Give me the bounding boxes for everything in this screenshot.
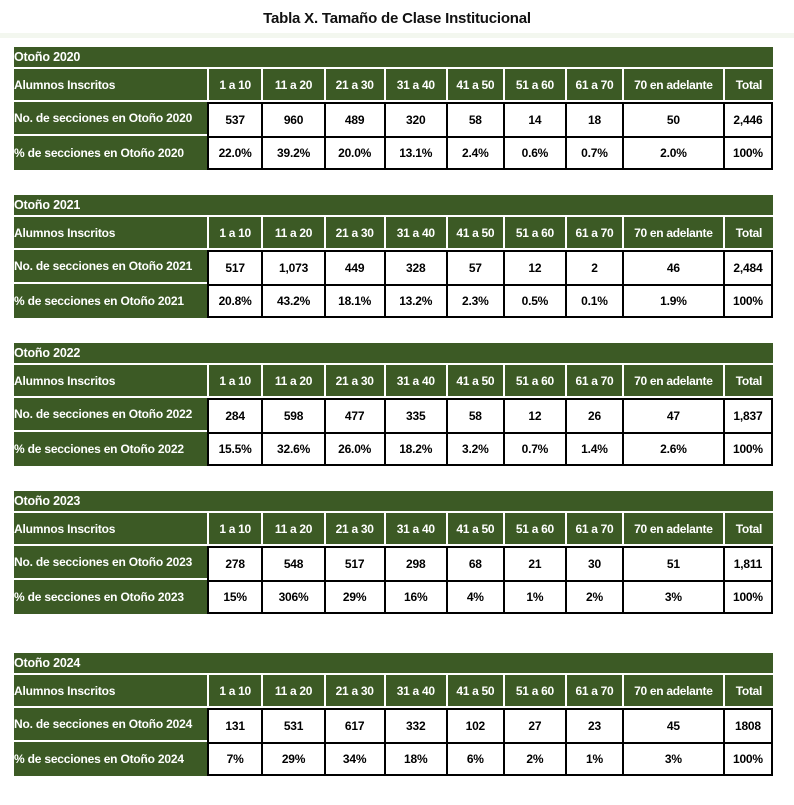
table-row [14, 136, 773, 170]
data-cell: 548 [261, 546, 323, 580]
data-cell: 2% [565, 580, 622, 614]
column-header: 51 a 60 [503, 675, 565, 708]
data-cell: 0.7% [503, 432, 565, 466]
data-cell: 32.6% [261, 432, 323, 466]
data-cell: 51 [622, 546, 723, 580]
year-table-block [14, 653, 794, 776]
data-cell: 7% [207, 742, 262, 776]
data-cell: 100% [723, 284, 773, 318]
column-header: 11 a 20 [261, 675, 323, 708]
year-band-label: Otoño 2024 [14, 653, 773, 675]
corner-header: Alumnos Inscritos [14, 69, 207, 102]
row-label: No. de secciones en Otoño 2023 [14, 546, 207, 580]
data-cell: 960 [261, 102, 323, 136]
column-header: 61 a 70 [565, 69, 622, 102]
data-cell: 598 [261, 398, 323, 432]
column-header: 11 a 20 [261, 365, 323, 398]
data-cell: 18% [384, 742, 446, 776]
row-label: % de secciones en Otoño 2021 [14, 284, 207, 318]
year-table-block [14, 491, 794, 614]
column-header: 61 a 70 [565, 217, 622, 250]
data-cell: 0.5% [503, 284, 565, 318]
table-body [14, 250, 773, 318]
table-row [14, 546, 773, 580]
year-table-block [14, 47, 794, 170]
year-band-row [14, 653, 773, 675]
column-header: 21 a 30 [324, 217, 384, 250]
column-header: 41 a 50 [446, 365, 503, 398]
data-cell: 1.4% [565, 432, 622, 466]
data-cell: 617 [324, 708, 384, 742]
data-cell: 26.0% [324, 432, 384, 466]
column-header: 41 a 50 [446, 513, 503, 546]
data-cell: 12 [503, 398, 565, 432]
column-header: 70 en adelante [622, 69, 723, 102]
year-band-label: Otoño 2021 [14, 195, 773, 217]
columns-row [14, 513, 773, 546]
data-cell: 26 [565, 398, 622, 432]
column-header: 21 a 30 [324, 365, 384, 398]
data-cell: 20.8% [207, 284, 262, 318]
year-band-row [14, 343, 773, 365]
column-header: Total [723, 365, 773, 398]
data-cell: 284 [207, 398, 262, 432]
data-cell: 12 [503, 250, 565, 284]
data-cell: 1,811 [723, 546, 773, 580]
data-cell: 298 [384, 546, 446, 580]
data-cell: 29% [261, 742, 323, 776]
tables-container [0, 38, 794, 788]
data-cell: 531 [261, 708, 323, 742]
data-cell: 100% [723, 580, 773, 614]
data-cell: 43.2% [261, 284, 323, 318]
column-header: 11 a 20 [261, 69, 323, 102]
column-header: 51 a 60 [503, 69, 565, 102]
column-header: 41 a 50 [446, 69, 503, 102]
data-cell: 102 [446, 708, 503, 742]
data-cell: 332 [384, 708, 446, 742]
data-cell: 29% [324, 580, 384, 614]
data-cell: 2.3% [446, 284, 503, 318]
row-label: % de secciones en Otoño 2020 [14, 136, 207, 170]
column-header: Total [723, 69, 773, 102]
column-header: 70 en adelante [622, 513, 723, 546]
data-cell: 0.1% [565, 284, 622, 318]
data-cell: 2% [503, 742, 565, 776]
data-cell: 320 [384, 102, 446, 136]
data-cell: 4% [446, 580, 503, 614]
row-label: No. de secciones en Otoño 2020 [14, 102, 207, 136]
data-cell: 6% [446, 742, 503, 776]
data-cell: 3% [622, 742, 723, 776]
class-size-table [14, 195, 773, 318]
data-cell: 1% [503, 580, 565, 614]
table-row [14, 742, 773, 776]
year-band-label: Otoño 2023 [14, 491, 773, 513]
column-header: 51 a 60 [503, 513, 565, 546]
column-header: 31 a 40 [384, 69, 446, 102]
data-cell: 14 [503, 102, 565, 136]
data-cell: 100% [723, 742, 773, 776]
class-size-table [14, 47, 773, 170]
column-header: 31 a 40 [384, 365, 446, 398]
data-cell: 22.0% [207, 136, 262, 170]
data-cell: 1,073 [261, 250, 323, 284]
data-cell: 20.0% [324, 136, 384, 170]
data-cell: 449 [324, 250, 384, 284]
column-header: 21 a 30 [324, 675, 384, 708]
year-band-row [14, 491, 773, 513]
data-cell: 278 [207, 546, 262, 580]
data-cell: 58 [446, 398, 503, 432]
column-header: 61 a 70 [565, 513, 622, 546]
data-cell: 517 [207, 250, 262, 284]
data-cell: 100% [723, 136, 773, 170]
data-cell: 335 [384, 398, 446, 432]
column-header: 1 a 10 [207, 69, 262, 102]
class-size-table [14, 653, 773, 776]
column-header: 61 a 70 [565, 365, 622, 398]
table-row [14, 250, 773, 284]
column-header: 51 a 60 [503, 217, 565, 250]
row-label: % de secciones en Otoño 2022 [14, 432, 207, 466]
column-header: 21 a 30 [324, 69, 384, 102]
table-row [14, 580, 773, 614]
column-header: Total [723, 217, 773, 250]
data-cell: 15% [207, 580, 262, 614]
data-cell: 0.6% [503, 136, 565, 170]
data-cell: 2,446 [723, 102, 773, 136]
data-cell: 15.5% [207, 432, 262, 466]
class-size-table [14, 491, 773, 614]
column-header: 70 en adelante [622, 675, 723, 708]
column-header: 1 a 10 [207, 217, 262, 250]
year-band-label: Otoño 2020 [14, 47, 773, 69]
data-cell: 50 [622, 102, 723, 136]
column-header: Total [723, 675, 773, 708]
data-cell: 2.6% [622, 432, 723, 466]
column-header: 1 a 10 [207, 513, 262, 546]
table-body [14, 708, 773, 776]
data-cell: 57 [446, 250, 503, 284]
year-table-block [14, 343, 794, 466]
data-cell: 100% [723, 432, 773, 466]
row-label: No. de secciones en Otoño 2024 [14, 708, 207, 742]
column-header: 11 a 20 [261, 513, 323, 546]
column-header: 31 a 40 [384, 217, 446, 250]
column-header: Total [723, 513, 773, 546]
row-label: % de secciones en Otoño 2023 [14, 580, 207, 614]
data-cell: 1808 [723, 708, 773, 742]
data-cell: 47 [622, 398, 723, 432]
data-cell: 3.2% [446, 432, 503, 466]
data-cell: 2.0% [622, 136, 723, 170]
table-body [14, 398, 773, 466]
corner-header: Alumnos Inscritos [14, 365, 207, 398]
data-cell: 68 [446, 546, 503, 580]
column-header: 41 a 50 [446, 217, 503, 250]
data-cell: 18.2% [384, 432, 446, 466]
column-header: 41 a 50 [446, 675, 503, 708]
table-row [14, 102, 773, 136]
table-row [14, 398, 773, 432]
data-cell: 39.2% [261, 136, 323, 170]
column-header: 61 a 70 [565, 675, 622, 708]
data-cell: 23 [565, 708, 622, 742]
column-header: 1 a 10 [207, 675, 262, 708]
data-cell: 30 [565, 546, 622, 580]
columns-row [14, 365, 773, 398]
data-cell: 306% [261, 580, 323, 614]
corner-header: Alumnos Inscritos [14, 675, 207, 708]
column-header: 1 a 10 [207, 365, 262, 398]
data-cell: 1% [565, 742, 622, 776]
data-cell: 328 [384, 250, 446, 284]
data-cell: 13.2% [384, 284, 446, 318]
data-cell: 16% [384, 580, 446, 614]
class-size-table [14, 343, 773, 466]
table-body [14, 102, 773, 170]
data-cell: 131 [207, 708, 262, 742]
column-header: 31 a 40 [384, 675, 446, 708]
column-header: 11 a 20 [261, 217, 323, 250]
column-header: 21 a 30 [324, 513, 384, 546]
data-cell: 18 [565, 102, 622, 136]
data-cell: 2.4% [446, 136, 503, 170]
table-body [14, 546, 773, 614]
row-label: No. de secciones en Otoño 2021 [14, 250, 207, 284]
data-cell: 1.9% [622, 284, 723, 318]
column-header: 70 en adelante [622, 217, 723, 250]
data-cell: 2,484 [723, 250, 773, 284]
data-cell: 477 [324, 398, 384, 432]
year-band-label: Otoño 2022 [14, 343, 773, 365]
data-cell: 2 [565, 250, 622, 284]
data-cell: 27 [503, 708, 565, 742]
data-cell: 1,837 [723, 398, 773, 432]
year-table-block [14, 195, 794, 318]
columns-row [14, 217, 773, 250]
row-label: % de secciones en Otoño 2024 [14, 742, 207, 776]
data-cell: 21 [503, 546, 565, 580]
table-row [14, 284, 773, 318]
year-band-row [14, 195, 773, 217]
data-cell: 45 [622, 708, 723, 742]
data-cell: 34% [324, 742, 384, 776]
data-cell: 517 [324, 546, 384, 580]
page-title: Tabla X. Tamaño de Clase Institucional [263, 10, 531, 27]
columns-row [14, 675, 773, 708]
data-cell: 58 [446, 102, 503, 136]
data-cell: 13.1% [384, 136, 446, 170]
data-cell: 537 [207, 102, 262, 136]
column-header: 31 a 40 [384, 513, 446, 546]
column-header: 70 en adelante [622, 365, 723, 398]
page-header [0, 10, 794, 38]
columns-row [14, 69, 773, 102]
table-row [14, 708, 773, 742]
data-cell: 3% [622, 580, 723, 614]
year-band-row [14, 47, 773, 69]
corner-header: Alumnos Inscritos [14, 513, 207, 546]
table-row [14, 432, 773, 466]
column-header: 51 a 60 [503, 365, 565, 398]
data-cell: 46 [622, 250, 723, 284]
corner-header: Alumnos Inscritos [14, 217, 207, 250]
data-cell: 0.7% [565, 136, 622, 170]
data-cell: 489 [324, 102, 384, 136]
row-label: No. de secciones en Otoño 2022 [14, 398, 207, 432]
data-cell: 18.1% [324, 284, 384, 318]
